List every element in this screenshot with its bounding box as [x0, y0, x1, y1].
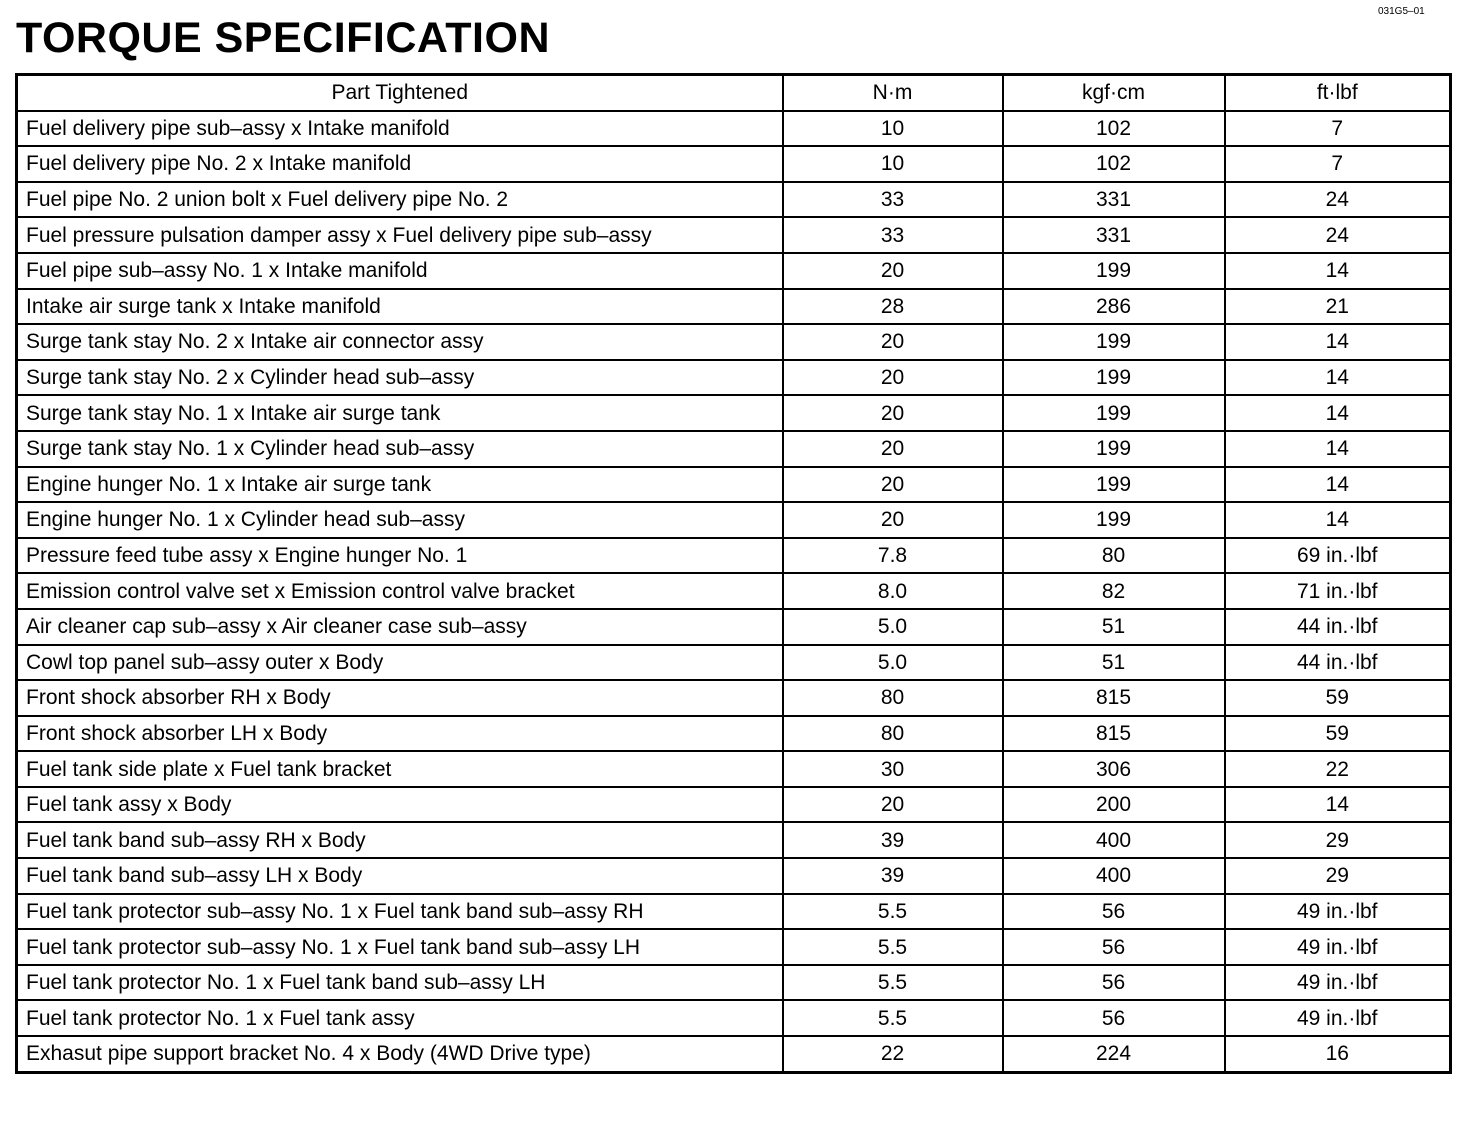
cell-nm: 20 [783, 502, 1003, 538]
cell-part-tightened: Fuel delivery pipe No. 2 x Intake manifold [17, 146, 783, 182]
cell-part-tightened: Cowl top panel sub–assy outer x Body [17, 645, 783, 681]
cell-part-tightened: Fuel tank protector sub–assy No. 1 x Fuel tank band sub–assy LH [17, 929, 783, 965]
table-row [17, 182, 1451, 218]
cell-kgfcm: 51 [1003, 609, 1225, 645]
table-row [17, 146, 1451, 182]
cell-kgfcm: 286 [1003, 289, 1225, 325]
cell-ftlbf: 49 in.·lbf [1225, 1000, 1451, 1036]
cell-kgfcm: 815 [1003, 680, 1225, 716]
table-row [17, 324, 1451, 360]
header-kgfcm: kgf·cm [1003, 75, 1225, 111]
cell-ftlbf: 14 [1225, 431, 1451, 467]
cell-ftlbf: 69 in.·lbf [1225, 538, 1451, 574]
cell-kgfcm: 56 [1003, 929, 1225, 965]
cell-nm: 7.8 [783, 538, 1003, 574]
table-row [17, 929, 1451, 965]
table-row [17, 894, 1451, 930]
table-row [17, 467, 1451, 503]
cell-kgfcm: 331 [1003, 217, 1225, 253]
cell-ftlbf: 7 [1225, 111, 1451, 147]
torque-spec-table [15, 73, 1452, 1074]
cell-kgfcm: 306 [1003, 751, 1225, 787]
table-row [17, 680, 1451, 716]
table-row [17, 965, 1451, 1001]
table-row [17, 609, 1451, 645]
cell-part-tightened: Exhasut pipe support bracket No. 4 x Body (4WD Drive type) [17, 1036, 783, 1072]
cell-part-tightened: Emission control valve set x Emission control valve bracket [17, 573, 783, 609]
table-row [17, 716, 1451, 752]
cell-kgfcm: 56 [1003, 894, 1225, 930]
cell-part-tightened: Front shock absorber LH x Body [17, 716, 783, 752]
table-row [17, 1036, 1451, 1072]
cell-part-tightened: Pressure feed tube assy x Engine hunger No. 1 [17, 538, 783, 574]
cell-ftlbf: 21 [1225, 289, 1451, 325]
cell-part-tightened: Surge tank stay No. 1 x Intake air surge tank [17, 395, 783, 431]
cell-ftlbf: 49 in.·lbf [1225, 929, 1451, 965]
cell-nm: 5.5 [783, 1000, 1003, 1036]
cell-nm: 39 [783, 858, 1003, 894]
table-body [17, 111, 1451, 1073]
cell-kgfcm: 199 [1003, 502, 1225, 538]
header-part-tightened: Part Tightened [17, 75, 783, 111]
table-row [17, 751, 1451, 787]
cell-kgfcm: 102 [1003, 111, 1225, 147]
cell-kgfcm: 51 [1003, 645, 1225, 681]
cell-kgfcm: 199 [1003, 324, 1225, 360]
table-row [17, 538, 1451, 574]
table-row [17, 253, 1451, 289]
cell-ftlbf: 29 [1225, 822, 1451, 858]
cell-ftlbf: 14 [1225, 253, 1451, 289]
cell-part-tightened: Fuel pipe No. 2 union bolt x Fuel delivery pipe No. 2 [17, 182, 783, 218]
cell-ftlbf: 49 in.·lbf [1225, 894, 1451, 930]
cell-nm: 33 [783, 182, 1003, 218]
cell-nm: 20 [783, 787, 1003, 823]
cell-nm: 28 [783, 289, 1003, 325]
cell-nm: 20 [783, 253, 1003, 289]
cell-nm: 30 [783, 751, 1003, 787]
table-header-row [17, 75, 1451, 111]
cell-ftlbf: 14 [1225, 324, 1451, 360]
cell-part-tightened: Fuel tank protector No. 1 x Fuel tank band sub–assy LH [17, 965, 783, 1001]
cell-part-tightened: Surge tank stay No. 2 x Intake air connector assy [17, 324, 783, 360]
cell-part-tightened: Fuel tank band sub–assy LH x Body [17, 858, 783, 894]
cell-kgfcm: 331 [1003, 182, 1225, 218]
cell-ftlbf: 14 [1225, 395, 1451, 431]
cell-kgfcm: 815 [1003, 716, 1225, 752]
table-row [17, 217, 1451, 253]
cell-ftlbf: 14 [1225, 360, 1451, 396]
cell-nm: 5.5 [783, 965, 1003, 1001]
cell-ftlbf: 44 in.·lbf [1225, 609, 1451, 645]
cell-kgfcm: 199 [1003, 431, 1225, 467]
cell-nm: 5.0 [783, 645, 1003, 681]
cell-part-tightened: Surge tank stay No. 2 x Cylinder head sub–assy [17, 360, 783, 396]
cell-part-tightened: Intake air surge tank x Intake manifold [17, 289, 783, 325]
cell-nm: 5.5 [783, 894, 1003, 930]
cell-kgfcm: 80 [1003, 538, 1225, 574]
cell-nm: 22 [783, 1036, 1003, 1072]
table-row [17, 111, 1451, 147]
cell-part-tightened: Front shock absorber RH x Body [17, 680, 783, 716]
cell-kgfcm: 400 [1003, 822, 1225, 858]
cell-ftlbf: 71 in.·lbf [1225, 573, 1451, 609]
cell-part-tightened: Fuel tank protector No. 1 x Fuel tank assy [17, 1000, 783, 1036]
cell-nm: 5.5 [783, 929, 1003, 965]
cell-part-tightened: Engine hunger No. 1 x Intake air surge tank [17, 467, 783, 503]
cell-ftlbf: 24 [1225, 182, 1451, 218]
cell-part-tightened: Fuel pipe sub–assy No. 1 x Intake manifold [17, 253, 783, 289]
cell-kgfcm: 400 [1003, 858, 1225, 894]
table-row [17, 360, 1451, 396]
cell-nm: 10 [783, 111, 1003, 147]
table-row [17, 395, 1451, 431]
cell-ftlbf: 14 [1225, 502, 1451, 538]
page-title: TORQUE SPECIFICATION [16, 14, 550, 62]
table-row [17, 431, 1451, 467]
cell-nm: 33 [783, 217, 1003, 253]
cell-kgfcm: 102 [1003, 146, 1225, 182]
header-nm: N·m [783, 75, 1003, 111]
cell-nm: 20 [783, 467, 1003, 503]
cell-kgfcm: 82 [1003, 573, 1225, 609]
cell-ftlbf: 14 [1225, 467, 1451, 503]
cell-ftlbf: 59 [1225, 716, 1451, 752]
cell-kgfcm: 199 [1003, 467, 1225, 503]
cell-ftlbf: 14 [1225, 787, 1451, 823]
cell-ftlbf: 16 [1225, 1036, 1451, 1072]
cell-part-tightened: Air cleaner cap sub–assy x Air cleaner case sub–assy [17, 609, 783, 645]
cell-ftlbf: 29 [1225, 858, 1451, 894]
cell-part-tightened: Fuel tank protector sub–assy No. 1 x Fuel tank band sub–assy RH [17, 894, 783, 930]
table-row [17, 1000, 1451, 1036]
cell-nm: 5.0 [783, 609, 1003, 645]
cell-nm: 10 [783, 146, 1003, 182]
cell-nm: 20 [783, 360, 1003, 396]
cell-nm: 80 [783, 680, 1003, 716]
cell-ftlbf: 7 [1225, 146, 1451, 182]
cell-nm: 20 [783, 395, 1003, 431]
cell-part-tightened: Engine hunger No. 1 x Cylinder head sub–assy [17, 502, 783, 538]
cell-nm: 8.0 [783, 573, 1003, 609]
cell-part-tightened: Fuel tank band sub–assy RH x Body [17, 822, 783, 858]
cell-ftlbf: 59 [1225, 680, 1451, 716]
table-row [17, 858, 1451, 894]
table-row [17, 645, 1451, 681]
document-code: 031G5–01 [1378, 6, 1425, 17]
table-row [17, 787, 1451, 823]
cell-part-tightened: Fuel pressure pulsation damper assy x Fuel delivery pipe sub–assy [17, 217, 783, 253]
cell-ftlbf: 44 in.·lbf [1225, 645, 1451, 681]
cell-part-tightened: Surge tank stay No. 1 x Cylinder head sub–assy [17, 431, 783, 467]
cell-kgfcm: 200 [1003, 787, 1225, 823]
cell-nm: 20 [783, 324, 1003, 360]
table-row [17, 822, 1451, 858]
cell-ftlbf: 22 [1225, 751, 1451, 787]
cell-part-tightened: Fuel tank assy x Body [17, 787, 783, 823]
cell-kgfcm: 224 [1003, 1036, 1225, 1072]
cell-nm: 20 [783, 431, 1003, 467]
cell-nm: 80 [783, 716, 1003, 752]
cell-kgfcm: 199 [1003, 253, 1225, 289]
cell-kgfcm: 199 [1003, 395, 1225, 431]
table-row [17, 289, 1451, 325]
table-row [17, 573, 1451, 609]
cell-kgfcm: 56 [1003, 1000, 1225, 1036]
cell-ftlbf: 49 in.·lbf [1225, 965, 1451, 1001]
cell-kgfcm: 199 [1003, 360, 1225, 396]
cell-part-tightened: Fuel tank side plate x Fuel tank bracket [17, 751, 783, 787]
cell-kgfcm: 56 [1003, 965, 1225, 1001]
header-ftlbf: ft·lbf [1225, 75, 1451, 111]
cell-ftlbf: 24 [1225, 217, 1451, 253]
cell-nm: 39 [783, 822, 1003, 858]
table-row [17, 502, 1451, 538]
cell-part-tightened: Fuel delivery pipe sub–assy x Intake manifold [17, 111, 783, 147]
